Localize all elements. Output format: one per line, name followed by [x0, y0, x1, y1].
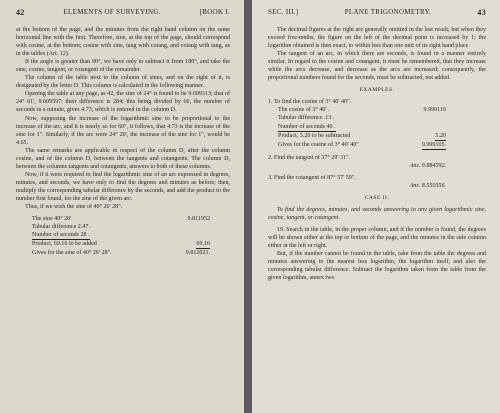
calc-row: Tabular difference 2.47 .: [32, 224, 92, 231]
calc-row: The sine 40° 26' 9.811952: [32, 216, 210, 223]
paragraph: The column of the table next to the column of sines, and on the right of it, is designated by the letter D. This column is calculated in the following manner.: [16, 75, 230, 90]
paragraph: The same remarks are applicable in respect of the column D, after the column cosine, and of the column D, between the tangents and cotangents. The column D, between the columns tangents and cotangents, answers to both of these columns.: [16, 147, 230, 170]
calc-row: Tabular difference .13 .: [278, 115, 335, 122]
examples-heading: EXAMPLES.: [359, 87, 395, 94]
example-intro: Thus, if we wish the sine of 40° 26' 28".: [25, 204, 123, 211]
left-page-number: 42: [16, 8, 25, 17]
case-description: To find the degrees, minutes, and seconds answering to any given logarithmic sine, cosine, tangent, or cotangent.: [268, 206, 486, 221]
calc-row: Number of seconds 28 .: [32, 231, 210, 240]
left-running-head: ELEMENTS OF SURVEYING.: [63, 8, 161, 16]
paragraph: Now, if it were required to find the logarithmic sine of an arc expressed in degrees, minutes, and seconds, we have only to find the degrees and minutes as before; then, multiply the corresponding tabular difference by the seconds, and add the product to the number first found, for the sine of the given arc.: [16, 171, 230, 202]
calc-row: Number of seconds 40 .: [278, 123, 446, 132]
left-body-text: [16, 26, 230, 257]
calc-row: The cosine of 3° 40' . 9.999110: [278, 107, 446, 114]
example-1: 1. To find the cosine of 3° 40' 40".: [268, 99, 352, 106]
sine-calculation: [16, 215, 230, 257]
paragraph: at the bottom of the page, and the minutes from the right hand column on the same horizontal line with the first. Therefore, sine, at the top of the page, should correspond with cosine, at the bottom; cosine with sine, tang with cotang, and cotang with tang, as in the tables (Art. 12).: [16, 27, 230, 58]
calc-row: Product, 5.20 to be subtracted 5.20: [278, 132, 446, 141]
cosine-calculation: [268, 106, 486, 149]
calc-row: Product, 69.16 to be added 69.16: [32, 240, 210, 249]
right-page-number: 43: [477, 8, 486, 17]
paragraph: But, if the number cannot be found in the table, take from the table the degrees and minutes answering to the nearest less logarithm, the logarithm itself, and also the corresponding tabular difference. Subtract the logarithm taken from the table from the given logarithm, annex two: [268, 251, 486, 282]
example-3-answer: Ans. 8.550356.: [409, 182, 446, 189]
example-2: 2. Find the tangent of 37° 29' 31".: [268, 154, 351, 161]
right-running-header: [268, 8, 486, 17]
calc-row: Gives for the sine of 40° 26' 28". 9.812021.: [32, 250, 210, 257]
paragraph: If the angle is greater than 90°, we have only to subtract it from 180°, and take the sine, cosine, tangent, or cotangent of the remainder.: [16, 59, 230, 74]
case-heading: CASE II.: [364, 194, 390, 201]
calc-row: Gives for the cosine of 3° 40' 40" 9.999105.: [278, 141, 446, 150]
book-gutter: [244, 0, 252, 413]
example-3: 3. Find the cotangent of 87° 57' 59".: [268, 174, 356, 181]
right-page: [252, 0, 500, 413]
paragraph: Now, supposing the increase of the logarithmic sine to be proportional to the increase of the arc, and it is nearly so for 60", it follows, that 4.73 is the increase of the sine for 1". Similarly, if the arc were 24° 20', the increase of the sine for 1", would be 4.65.: [16, 115, 230, 146]
right-running-head: PLANE TRIGONOMETRY.: [344, 8, 432, 16]
left-running-header: [16, 8, 230, 17]
left-page: [0, 0, 244, 413]
paragraph: The decimal figures at the right are generally omitted in the last result; but when they exceed five-tenths, the figure on the left of the decimal point is increased by 1; the logarithm obtained is then exact, to within less than one unit of its right hand place.: [268, 27, 486, 50]
paragraph: 19. Search in the table, in the proper column, and if the number is found, the degrees will be shown either at the top or bottom of the page, and the minutes in the side column either at the left or right.: [268, 226, 486, 250]
example-2-answer: Ans. 9.884592.: [409, 162, 446, 169]
left-book-label: [BOOK I.: [199, 8, 230, 16]
right-section-label: SEC. III.]: [268, 8, 299, 16]
paragraph: The tangent of an arc, in which there are seconds, is found in a manner entirely similar. In regard to the cosine and cotangent, it must be remembered, that they increase while the arcs decrease, and decrease as the arcs are increased; consequently, the proportional numbers found for the seconds, must be subtracted, not added.: [268, 51, 486, 82]
paragraph: Opening the table at any page, as 42, the sine of 24° is found to be 9.609313; that of 24° 01', 9.609597: their difference is 284; this being divided by 60, the number of seconds in a minute, gives 4.73, which is entered in the column D.: [16, 91, 230, 114]
right-body-text: [268, 26, 486, 282]
